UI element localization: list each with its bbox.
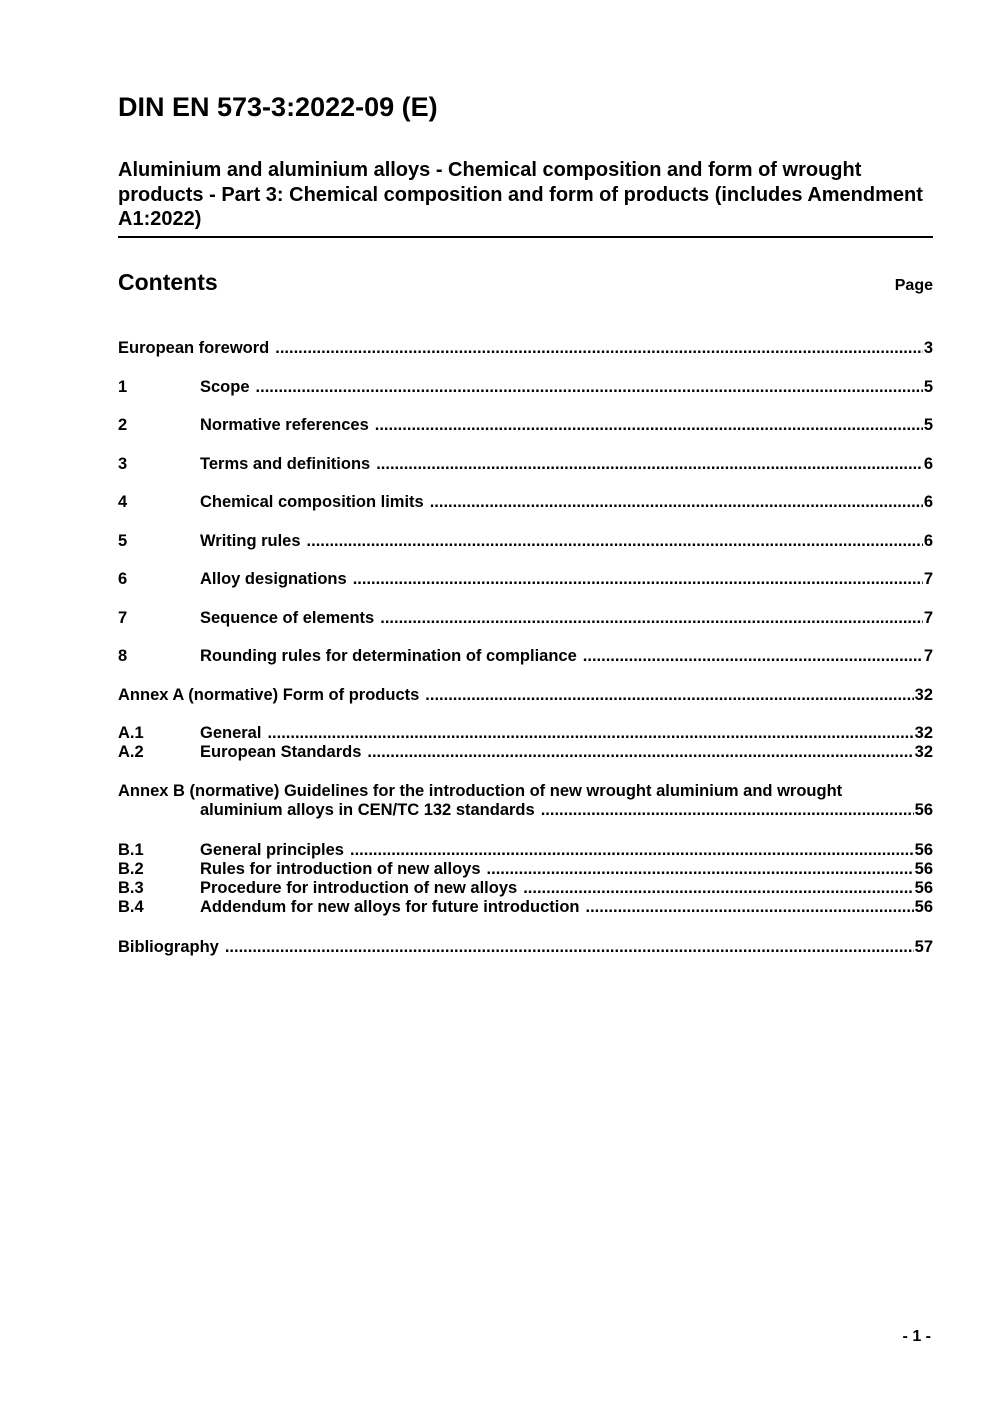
toc-entry-page: 3 [923,339,933,357]
toc-entry-number: 6 [118,570,128,588]
dot-leader [256,378,923,397]
dot-leader [541,801,914,820]
toc-entry-page: 32 [914,724,933,742]
toc-entry-3 [118,455,933,474]
dot-leader [375,416,923,435]
toc-entry-page: 5 [923,377,933,396]
toc-entry-european-foreword [118,339,933,358]
toc-entry-page: 7 [923,608,933,627]
dot-leader [430,493,923,512]
dot-leader [367,743,913,762]
toc-entry-1 [118,378,933,397]
toc-entry-6 [118,570,933,589]
toc-entry-page: 56 [914,859,933,878]
toc-entry-page: 32 [914,685,933,704]
toc-entry-title: Bibliography [118,937,219,956]
toc-entry-title: Sequence of elements [200,608,375,627]
toc-entry-title: General principles [200,840,344,859]
toc-entry-number: 2 [118,416,128,434]
toc-entry-title: Rounding rules for determination of compliance [200,647,577,665]
toc-entry-number: 1 [118,377,128,396]
toc-entry-title: Alloy designations [200,570,347,588]
document-title-line: A1:2022) [118,208,202,230]
toc-entry-annex-a [118,686,933,705]
toc-entry-title: European Standards [200,743,362,761]
toc-entry-title: General [200,724,262,742]
toc-entry-page: 6 [923,493,933,511]
toc-entry-number: B.1 [118,840,144,859]
toc-entry-title-line1: Annex B (normative) Guidelines for the introduction of new wrought aluminium and wrought [118,781,843,800]
dot-leader [380,609,923,628]
table-of-contents [118,339,933,957]
dot-leader [586,898,914,917]
toc-entry-4 [118,493,933,512]
dot-leader [267,724,913,743]
toc-entry-number: 8 [118,647,128,665]
toc-entry-a2 [118,743,933,762]
toc-entry-title-line2-row [200,801,933,820]
toc-entry-title: Rules for introduction of new alloys [200,859,481,878]
dot-leader [275,339,923,358]
toc-entry-number: A.1 [118,724,144,742]
document-header [118,92,933,238]
document-title [118,158,933,238]
dot-leader [376,455,923,474]
toc-entry-7 [118,609,933,628]
toc-entry-page: 56 [914,840,933,859]
dot-leader [307,532,923,551]
toc-entry-title-line2: aluminium alloys in CEN/TC 132 standards [200,800,535,819]
dot-leader [487,860,914,879]
dot-leader [353,570,923,589]
standard-code: DIN EN 573-3:2022-09 (E) [118,92,438,122]
toc-entry-page: 7 [923,647,933,665]
toc-entry-page: 56 [914,897,933,916]
toc-entry-page: 56 [914,800,933,819]
toc-entry-page: 7 [923,570,933,588]
page-column-label: Page [894,277,933,294]
footer-page-number: - 1 - [902,1328,931,1345]
toc-entry-number: B.4 [118,897,144,916]
document-title-line: Aluminium and aluminium alloys - Chemical composition and form of wrought [118,159,862,181]
toc-entry-number: A.2 [118,743,144,761]
toc-entry-title: Addendum for new alloys for future introduction [200,897,580,916]
dot-leader [350,841,914,860]
toc-entry-title: Terms and definitions [200,454,371,473]
toc-entry-b4 [118,898,933,917]
dot-leader [583,647,923,666]
toc-entry-number: B.2 [118,859,144,878]
toc-entry-page: 6 [923,531,933,550]
toc-entry-2 [118,416,933,435]
toc-entry-number: 3 [118,454,128,473]
toc-entry-number: 5 [118,531,128,550]
dot-leader [225,938,914,957]
toc-entry-page: 5 [923,416,933,434]
toc-entry-5 [118,532,933,551]
document-title-line: products - Part 3: Chemical composition and form of products (includes Amendment [118,183,923,206]
toc-entry-title: Procedure for introduction of new alloys [200,878,518,897]
toc-entry-title: Annex A (normative) Form of products [118,685,420,704]
toc-entry-number: 7 [118,608,128,627]
toc-entry-b2 [118,860,933,879]
dot-leader [523,879,913,898]
toc-entry-title: Scope [200,377,250,396]
toc-entry-b3 [118,879,933,898]
toc-entry-b1 [118,841,933,860]
toc-entry-page: 6 [923,454,933,473]
toc-entry-page: 56 [914,878,933,897]
contents-heading: Contents [118,269,218,295]
toc-entry-title: Chemical composition limits [200,493,424,511]
toc-entry-page: 32 [914,743,933,761]
toc-entry-annex-b [118,782,933,820]
toc-entry-title: European foreword [118,339,270,357]
toc-entry-title: Writing rules [200,531,301,550]
toc-entry-number: 4 [118,493,128,511]
toc-entry-bibliography [118,938,933,957]
toc-entry-a1 [118,724,933,743]
toc-entry-page: 57 [914,937,933,956]
toc-entry-number: B.3 [118,878,144,897]
toc-entry-8 [118,647,933,666]
toc-entry-title: Normative references [200,416,369,434]
contents-header [118,269,933,295]
dot-leader [425,686,913,705]
